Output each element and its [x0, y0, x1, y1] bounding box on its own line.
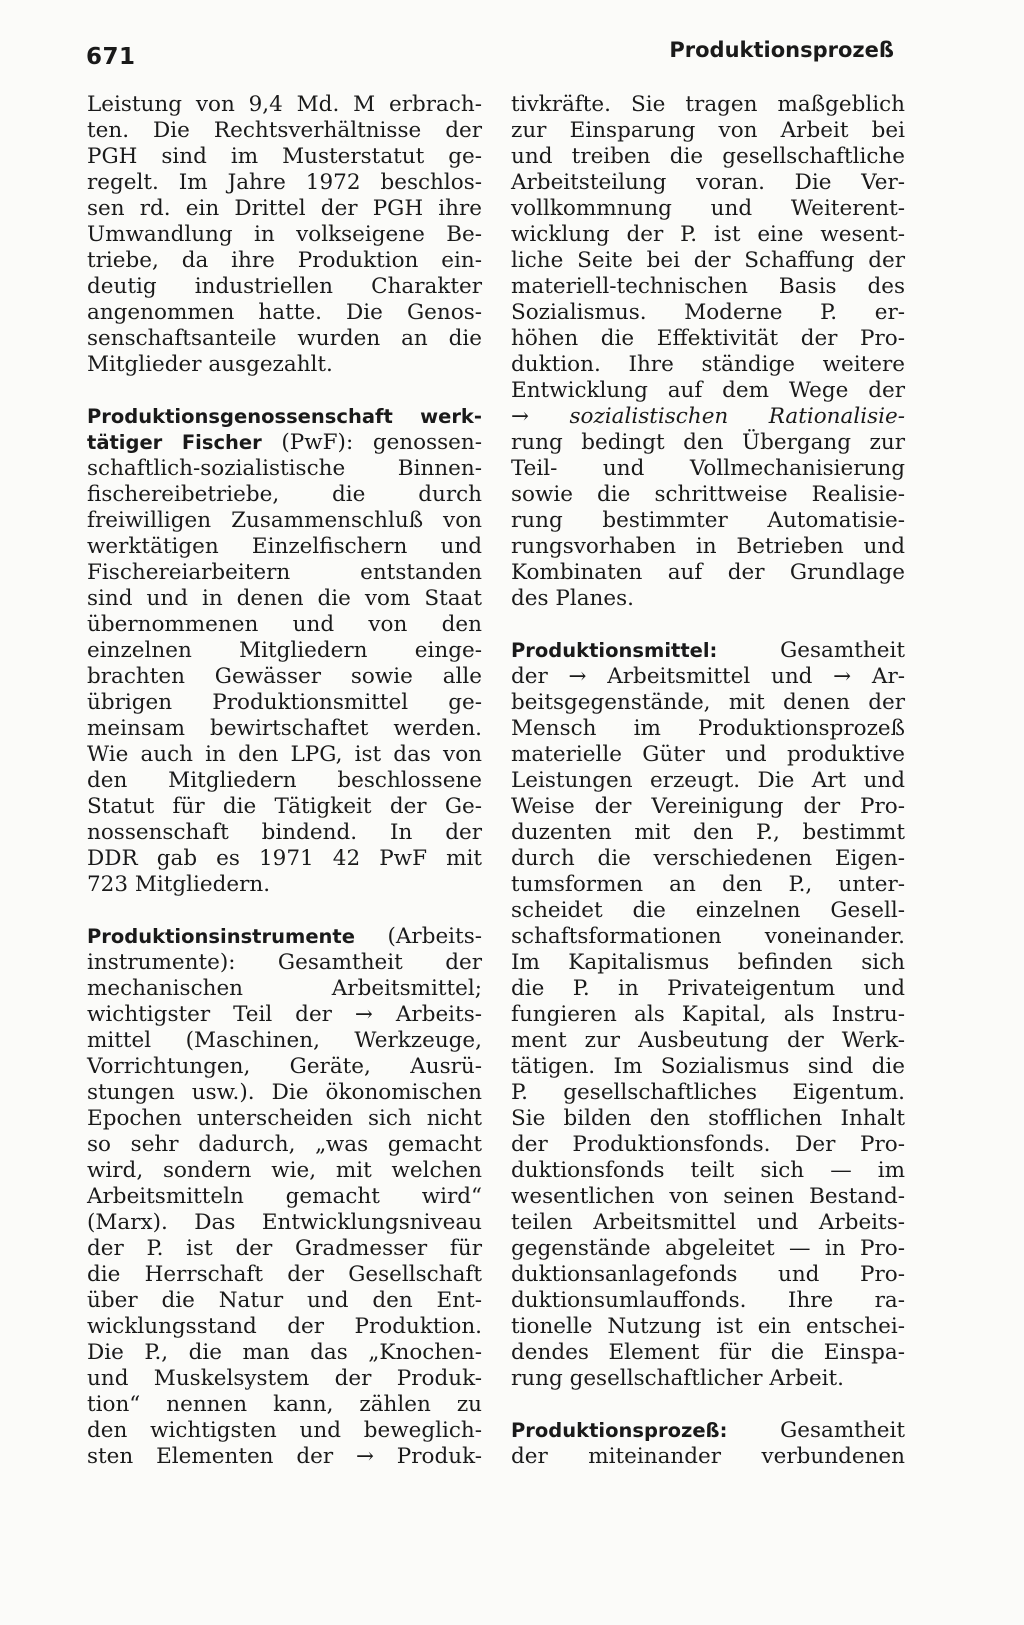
text-line: P. gesellschaftliches Eigentum.	[511, 1080, 905, 1105]
text-line: Fischereiarbeitern entstanden	[87, 560, 482, 585]
text-line: der miteinander verbundenen	[511, 1444, 905, 1469]
text-line: den wichtigsten und beweglich-	[87, 1418, 482, 1443]
text-line: beitsgegenstände, mit denen der	[511, 690, 905, 715]
text-line: Leistung von 9,4 Md. M erbrach-	[87, 92, 482, 117]
text-line: Kombinaten auf der Grundlage	[511, 560, 905, 585]
text-line: materielle Güter und produktive	[511, 742, 905, 767]
text-line: wesentlichen von seinen Bestand-	[511, 1184, 905, 1209]
text-line: einzelnen Mitgliedern einge-	[87, 638, 482, 663]
text-line: duktionsanlagefonds und Pro-	[511, 1262, 905, 1287]
text-line: und treiben die gesellschaftliche	[511, 144, 905, 169]
text-line: die P. in Privateigentum und	[511, 976, 905, 1001]
text-line: → sozialistischen Rationalisie-	[511, 404, 905, 429]
text-line: (Marx). Das Entwicklungsniveau	[87, 1210, 482, 1235]
text-line: duktion. Ihre ständige weitere	[511, 352, 905, 377]
text-line: Die P., die man das „Knochen-	[87, 1340, 482, 1365]
text-line: übrigen Produktionsmittel ge-	[87, 690, 482, 715]
text-run: Gesamtheit	[780, 638, 905, 663]
text-line: ment zur Ausbeutung der Werk-	[511, 1028, 905, 1053]
text-line: mechanischen Arbeitsmittel;	[87, 976, 482, 1001]
text-line: 723 Mitgliedern.	[87, 872, 271, 897]
text-line: Teil- und Vollmechanisierung	[511, 456, 905, 481]
text-line: angenommen hatte. Die Genos-	[87, 300, 482, 325]
left-column	[87, 92, 482, 1496]
text-line: zur Einsparung von Arbeit bei	[511, 118, 905, 143]
entry-term: Produktionsprozeß:	[511, 1419, 728, 1442]
text-line: sind und in denen die vom Staat	[87, 586, 482, 611]
text-line: fungieren als Kapital, als Instru-	[511, 1002, 905, 1027]
entry-produktionsprozess	[511, 1418, 905, 1470]
text-line: scheidet die einzelnen Gesell-	[511, 898, 905, 923]
text-line: über die Natur und den Ent-	[87, 1288, 482, 1313]
text-line: instrumente): Gesamtheit der	[87, 950, 482, 975]
entry-term-cont: tätiger Fischer	[87, 431, 262, 454]
text-line: wird, sondern wie, mit welchen	[87, 1158, 482, 1183]
text-line: triebe, da ihre Produktion ein-	[87, 248, 482, 273]
abbrev: (PwF):	[281, 430, 354, 455]
continuation-text	[87, 92, 482, 378]
text-line: rungsvorhaben in Betrieben und	[511, 534, 905, 559]
text-line: Sie bilden den stofflichen Inhalt	[511, 1106, 905, 1131]
text-line: mittel (Maschinen, Werkzeuge,	[87, 1028, 482, 1053]
text-line: senschaftsanteile wurden an die	[87, 326, 482, 351]
text-line: tumsformen an den P., unter-	[511, 872, 905, 897]
running-head: Produktionsprozeß	[669, 38, 894, 62]
text-line	[511, 638, 905, 664]
text-line: duktionsfonds teilt sich — im	[511, 1158, 905, 1183]
text-line: vollkommnung und Weiterent-	[511, 196, 905, 221]
text-run: (Arbeits-	[387, 924, 482, 949]
entry-term: Produktionsmittel:	[511, 639, 718, 662]
continuation-text	[511, 92, 905, 612]
text-line: materiell-technischen Basis des	[511, 274, 905, 299]
text-line: übernommenen und von den	[87, 612, 482, 637]
text-line	[87, 430, 482, 456]
text-line: tätigen. Im Sozialismus sind die	[511, 1054, 905, 1079]
text-line: meinsam bewirtschaftet werden.	[87, 716, 482, 741]
text-run: genossen-	[372, 430, 482, 455]
text-line: der → Arbeitsmittel und → Ar-	[511, 664, 905, 689]
text-line: freiwilligen Zusammenschluß von	[87, 508, 482, 533]
text-line	[511, 1418, 905, 1444]
text-line: gegenstände abgeleitet — in Pro-	[511, 1236, 905, 1261]
text-line: Im Kapitalismus befinden sich	[511, 950, 905, 975]
text-line: sen rd. ein Drittel der PGH ihre	[87, 196, 482, 221]
text-line: höhen die Effektivität der Pro-	[511, 326, 905, 351]
text-line: der P. ist der Gradmesser für	[87, 1236, 482, 1261]
text-line: Leistungen erzeugt. Die Art und	[511, 768, 905, 793]
text-line: Mensch im Produktionsprozeß	[511, 716, 905, 741]
entry-term: Produktionsgenossenschaft werk-	[87, 405, 482, 428]
entry-produktionsinstrumente	[87, 924, 482, 1470]
text-line: so sehr dadurch, „was gemacht	[87, 1132, 482, 1157]
text-line: und Muskelsystem der Produk-	[87, 1366, 482, 1391]
text-line: Statut für die Tätigkeit der Ge-	[87, 794, 482, 819]
text-line: duzenten mit den P., bestimmt	[511, 820, 905, 845]
entry-produktionsgenossenschaft-fischer	[87, 404, 482, 898]
page-number: 671	[86, 44, 136, 70]
text-line: des Planes.	[511, 586, 634, 611]
text-line: wicklung der P. ist eine wesent-	[511, 222, 905, 247]
entry-heading-line	[87, 404, 482, 430]
text-line: Mitglieder ausgezahlt.	[87, 352, 333, 377]
text-line: tivkräfte. Sie tragen maßgeblich	[511, 92, 905, 117]
text-line: liche Seite bei der Schaffung der	[511, 248, 905, 273]
text-line: den Mitgliedern beschlossene	[87, 768, 482, 793]
text-line: sowie die schrittweise Realisie-	[511, 482, 905, 507]
text-line: werktätigen Einzelfischern und	[87, 534, 482, 559]
right-column	[511, 92, 905, 1496]
text-line: tionelle Nutzung ist ein entschei-	[511, 1314, 905, 1339]
text-line: Weise der Vereinigung der Pro-	[511, 794, 905, 819]
text-line: Arbeitsteilung voran. Die Ver-	[511, 170, 905, 195]
text-line: ten. Die Rechtsverhältnisse der	[87, 118, 482, 143]
text-line: die Herrschaft der Gesellschaft	[87, 1262, 482, 1287]
entry-term: Produktionsinstrumente	[87, 925, 355, 948]
text-line: Sozialismus. Moderne P. er-	[511, 300, 905, 325]
text-run: Gesamtheit	[780, 1418, 905, 1443]
text-line: deutig industriellen Charakter	[87, 274, 482, 299]
text-line: fischereibetriebe, die durch	[87, 482, 482, 507]
text-line: sten Elementen der → Produk-	[87, 1444, 482, 1469]
text-line: tion“ nennen kann, zählen zu	[87, 1392, 482, 1417]
text-line: stungen usw.). Die ökonomischen	[87, 1080, 482, 1105]
text-line	[87, 924, 482, 950]
text-line: Wie auch in den LPG, ist das von	[87, 742, 482, 767]
text-line: der Produktionsfonds. Der Pro-	[511, 1132, 905, 1157]
text-line: Vorrichtungen, Geräte, Ausrü-	[87, 1054, 482, 1079]
text-line: dendes Element für die Einspa-	[511, 1340, 905, 1365]
text-line: nossenschaft bindend. In der	[87, 820, 482, 845]
text-line: schaftsformationen voneinander.	[511, 924, 905, 949]
text-line: Umwandlung in volkseigene Be-	[87, 222, 482, 247]
text-line: DDR gab es 1971 42 PwF mit	[87, 846, 482, 871]
text-line: Epochen unterscheiden sich nicht	[87, 1106, 482, 1131]
text-line: teilen Arbeitsmittel und Arbeits-	[511, 1210, 905, 1235]
text-line: rung gesellschaftlicher Arbeit.	[511, 1366, 845, 1391]
text-line: rung bestimmter Automatisie-	[511, 508, 905, 533]
text-line: wichtigster Teil der → Arbeits-	[87, 1002, 482, 1027]
text-line: Entwicklung auf dem Wege der	[511, 378, 905, 403]
text-line: PGH sind im Musterstatut ge-	[87, 144, 482, 169]
text-line: regelt. Im Jahre 1972 beschlos-	[87, 170, 482, 195]
text-line: wicklungsstand der Produktion.	[87, 1314, 482, 1339]
text-line: schaftlich-sozialistische Binnen-	[87, 456, 482, 481]
entry-produktionsmittel	[511, 638, 905, 1392]
text-line: rung bedingt den Übergang zur	[511, 430, 905, 455]
text-line: duktionsumlauffonds. Ihre ra-	[511, 1288, 905, 1313]
text-line: brachten Gewässer sowie alle	[87, 664, 482, 689]
text-line: durch die verschiedenen Eigen-	[511, 846, 905, 871]
text-line: Arbeitsmitteln gemacht wird“	[87, 1184, 482, 1209]
